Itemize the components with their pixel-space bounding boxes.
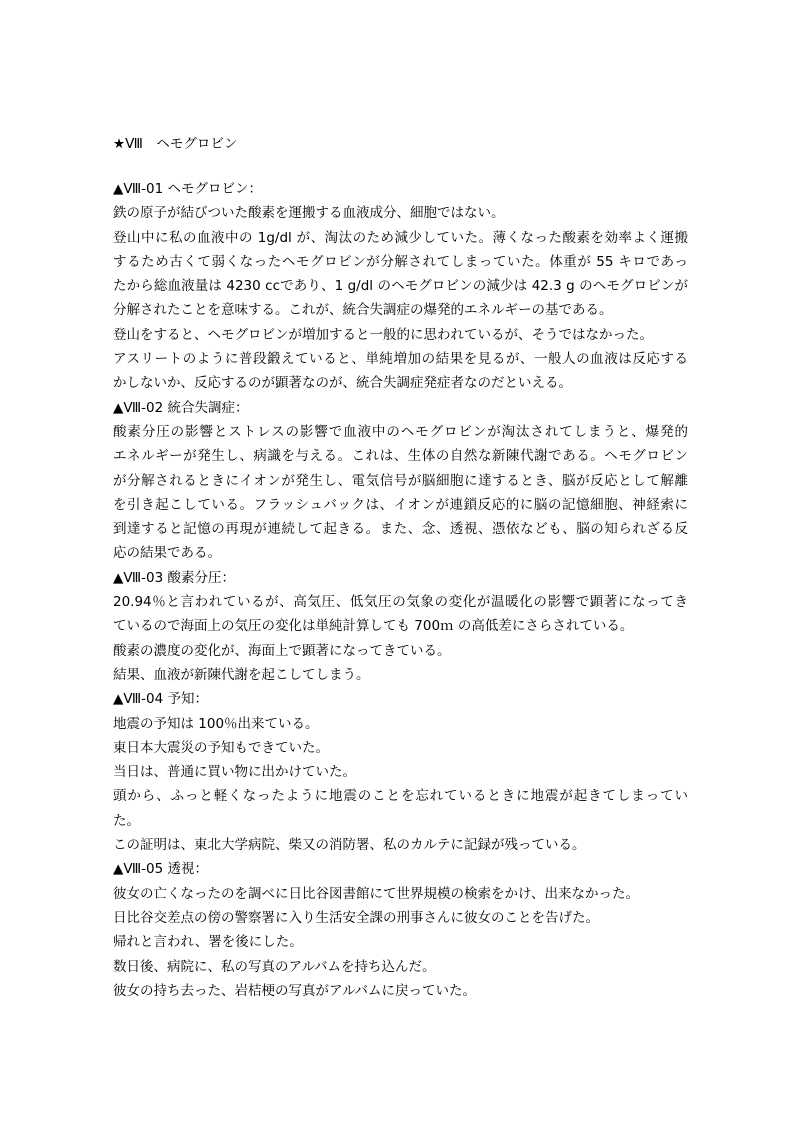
paragraph-line: この証明は、東北大学病院、柴又の消防署、私のカルテに記録が残っている。 [113,837,586,854]
subsection-heading: ▲Ⅷ-05 透視： [113,861,209,878]
paragraph-line: 彼女の亡くなったのを調べに日比谷図書館にて世界規模の検索をかけ、出来なかった。 [113,885,639,902]
paragraph-line: 分解されたことを意味する。これが、統合失調症の爆発的エネルギーの基である。 [113,302,613,319]
subsection-heading: ▲Ⅷ-04 予知： [113,691,209,708]
paragraph-line: かしないか、反応するのが顕著なのが、統合失調症発症者なのだといえる。 [113,375,572,392]
paragraph-line: たから総血液量は 4230 ccであり、1 g/dl のヘモグロビンの減少は 42.3 g のヘモグロビンが [113,278,688,295]
paragraph-line: 帰れと言われ、署を後にした。 [113,934,303,951]
paragraph-line: 応の結果である。 [113,545,221,562]
paragraph-line: を引き起こしている。フラッシュバックは、イオンが連鎖反応的に脳の記憶細胞、神経索に [113,496,688,513]
paragraph-line: するため古くて弱くなったヘモグロビンが分解されてしまっていた。体重が 55 キロであっ [113,253,688,270]
paragraph-line: 数日後、病院に、私の写真のアルバムを持ち込んだ。 [113,958,436,975]
paragraph-line: 日比谷交差点の傍の警察署に入り生活安全課の刑事さんに彼女のことを告げた。 [113,909,599,926]
paragraph-line: アスリートのように普段鍛えていると、単純増加の結果を見るが、一般人の血液は反応する [113,351,688,368]
section-title: ★Ⅷ ヘモグロビン [113,136,238,152]
document-body [113,177,688,1003]
paragraph-line: 登山中に私の血液中の 1g/dl が、淘汰のため減少していた。薄くなった酸素を効率よく運搬 [113,229,688,246]
paragraph-line: エネルギーが発生し、病識を与える。これは、生体の自然な新陳代謝である。ヘモグロビン [113,448,688,465]
paragraph-line: 20.94％と言われているが、高気圧、低気圧の気象の変化が温暖化の影響で顕著になってき [113,594,688,611]
paragraph-line: 頭から、ふっと軽くなったように地震のことを忘れているときに地震が起きてしまってい [113,788,688,805]
paragraph-line: 地震の予知は 100％出来ている。 [113,715,319,732]
paragraph-line: た。 [113,812,140,829]
subsection-heading: ▲Ⅷ-02 統合失調症： [113,399,249,416]
paragraph-line: 酸素分圧の影響とストレスの影響で血液中のヘモグロビンが淘汰されてしまうと、爆発的 [113,423,689,440]
paragraph-line: 鉄の原子が結びついた酸素を運搬する血液成分、細胞ではない。 [113,205,505,222]
paragraph-line: が分解されるときにイオンが発生し、電気信号が脳細胞に達するとき、脳が反応として解離 [113,472,688,489]
paragraph-line: 彼女の持ち去った、岩桔梗の写真がアルバムに戻っていた。 [113,982,477,999]
paragraph-line: 東日本大震災の予知もできていた。 [113,739,329,756]
paragraph-line: 結果、血液が新陳代謝を起こしてしまう。 [113,666,370,683]
subsection-heading: ▲Ⅷ-03 酸素分圧： [113,569,236,586]
paragraph-line: ているので海面上の気圧の変化は単純計算しても 700ｍ の高低差にさらされている。 [113,618,634,635]
paragraph-line: 登山をすると、ヘモグロビンが増加すると一般的に思われているが、そうではなかった。 [113,326,653,343]
subsection-heading: ▲Ⅷ-01 ヘモグロビン： [113,181,263,197]
paragraph-line: 当日は、普通に買い物に出かけていた。 [113,764,356,781]
paragraph-line: 酸素の濃度の変化が、海面上で顕著になってきている。 [113,642,451,659]
paragraph-line: 到達すると記憶の再現が連続して起きる。また、念、透視、憑依なども、脳の知られざる反 [113,521,688,538]
